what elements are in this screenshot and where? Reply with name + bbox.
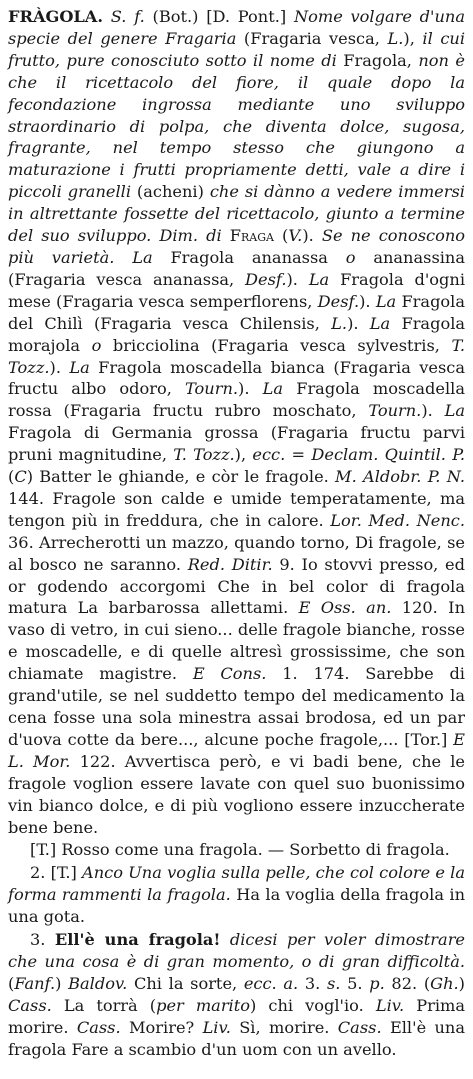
text-run: 3. bbox=[298, 973, 327, 993]
text-run bbox=[222, 226, 230, 245]
text-run: S. f. bbox=[110, 7, 145, 26]
text-run: ) Batter le ghiande, e còr le fragole. bbox=[26, 467, 336, 487]
text-run: Ell'è una fragola! bbox=[54, 930, 221, 950]
text-run: o bbox=[91, 335, 102, 355]
text-run: FRÀGOLA. bbox=[8, 7, 104, 26]
text-run: T. Tozz. bbox=[173, 445, 235, 465]
text-run: La bbox=[308, 269, 330, 289]
entry-paragraph-rosso bbox=[8, 839, 465, 861]
text-run: Fragola del Chilì (Fragaria vesca Chilensis, bbox=[8, 291, 466, 333]
text-run: Gh. bbox=[430, 973, 459, 993]
text-run: ) bbox=[458, 973, 465, 993]
text-run: 120. In vaso di vetro, in cui sieno... delle fragole bianche, rosse e moscadelle, e di quelle altresì grossissime, che son chiamate magistre. bbox=[8, 598, 465, 684]
text-run: Ell'è una fragola Fare a scambio d'un uom con un avello. bbox=[8, 1017, 465, 1059]
text-run: T. Tozz. bbox=[8, 335, 465, 377]
text-run: ( bbox=[273, 226, 289, 246]
text-run: Cass. bbox=[8, 995, 52, 1015]
text-run: Liv. bbox=[202, 1017, 231, 1037]
text-run: 5. bbox=[340, 973, 370, 993]
text-run: Tourn. bbox=[185, 379, 239, 399]
text-run: Chi la sorte, bbox=[127, 973, 244, 993]
text-run: Ha la voglia della fragola in una gota. bbox=[8, 885, 466, 927]
text-run: Nome volgare d'una specie del genere bbox=[8, 7, 465, 48]
text-run: Desf. bbox=[245, 269, 287, 289]
text-run: Morire? bbox=[120, 1017, 203, 1037]
text-run: [T.] Rosso come una fragola. — Sorbetto di fragola. bbox=[30, 840, 450, 860]
text-run: L. bbox=[331, 313, 348, 333]
text-run: ( bbox=[8, 467, 15, 487]
text-run: ). bbox=[302, 226, 322, 246]
text-run: Fragola di Germania grossa (Fragaria fructu parvi pruni magnitudine, bbox=[8, 423, 465, 465]
text-run: Anco Una voglia sulla pelle, che col colore e la forma rammenti la fragola. bbox=[8, 863, 465, 905]
text-run: La bbox=[369, 313, 391, 333]
text-run: ). bbox=[359, 291, 376, 311]
text-run: Fragola ananassa bbox=[152, 247, 346, 267]
text-run: Liv. bbox=[375, 995, 405, 1015]
text-run: 82. ( bbox=[384, 973, 431, 993]
text-run: 1. 174. Sarebbe di grand'utile, se nel suddetto tempo del medicamento la cena fosse una sola minestra assai brodosa, ed un par d'uova cotte da bere..., alcune poche fragole,... [Tor.] bbox=[8, 664, 465, 749]
text-run: La torrà ( bbox=[51, 995, 157, 1015]
text-run: Se ne conoscono più varietà. La bbox=[8, 226, 465, 267]
text-run bbox=[103, 7, 111, 26]
text-run: ) bbox=[55, 973, 69, 993]
text-run: p. bbox=[369, 973, 385, 993]
text-run: Fragaria bbox=[165, 28, 237, 48]
text-run: ). bbox=[49, 357, 70, 377]
entry-paragraph-sense-2 bbox=[8, 862, 465, 928]
text-run: che si dànno a vedere immersi in altrettante fossette del ricettacolo, giunto a termine del suo sviluppo. Dim. di bbox=[8, 182, 465, 246]
text-run: Fanf. bbox=[14, 973, 56, 993]
text-run: ), bbox=[403, 28, 423, 48]
text-run: 122. Avvertisca però, e vi badi bene, che le fragole voglion essere lavate con quel suo buonissimo vin bianco dolce, e di più vogliono essere inzuccherate bene bene. bbox=[8, 751, 465, 837]
text-run: Lor. Med. Nenc. bbox=[330, 510, 465, 530]
text-run: bricciolina (Fragaria vesca sylvestris, bbox=[101, 335, 452, 355]
entry-paragraph-sense-3 bbox=[8, 929, 465, 1060]
text-run: E Oss. an. bbox=[298, 598, 392, 618]
text-run: Cass. bbox=[337, 1017, 382, 1037]
text-run: (Fragaria vesca, bbox=[236, 28, 388, 48]
text-run: Sì, morire. bbox=[230, 1017, 338, 1037]
text-run: ). bbox=[238, 379, 263, 399]
text-run: Prima morire. bbox=[8, 995, 466, 1037]
text-run: (Bot.) [D. Pont.] bbox=[144, 7, 294, 26]
text-run: Fragola moscadella rossa (Fragaria fructu rubro moschato, bbox=[8, 379, 465, 421]
text-run: Red. Ditir. bbox=[187, 554, 273, 574]
text-run: Desf. bbox=[317, 291, 360, 311]
text-run: s. bbox=[326, 973, 341, 993]
text-run: ). bbox=[421, 401, 445, 421]
text-run: ananassina (Fragaria vesca ananassa, bbox=[8, 247, 466, 289]
text-run: (acheni) bbox=[131, 182, 210, 202]
text-run: o bbox=[345, 247, 356, 267]
text-run: ), bbox=[234, 445, 253, 465]
text-run: ). bbox=[347, 313, 370, 333]
entry-paragraph-main bbox=[8, 6, 465, 838]
text-run: La bbox=[375, 291, 397, 311]
text-run: La bbox=[262, 379, 284, 399]
text-run: Baldov. bbox=[68, 973, 128, 993]
text-run: ( bbox=[8, 973, 15, 993]
text-run: La bbox=[69, 357, 90, 377]
text-run: Fragola morajola bbox=[8, 313, 466, 355]
text-run: Fragola d'ogni mese (Fragaria vesca semperflorens, bbox=[8, 269, 466, 311]
text-run: M. Aldobr. P. N. bbox=[335, 467, 465, 487]
text-run: ) chi vogl'io. bbox=[250, 995, 376, 1015]
text-run: Fragola, bbox=[336, 50, 419, 70]
text-run: il cui frutto, pure conosciuto sotto il nome di bbox=[8, 28, 465, 70]
text-run: ). bbox=[286, 269, 309, 289]
text-run: La bbox=[444, 401, 465, 421]
text-run: 144. Fragole son calde e umide temperatamente, ma tengon più in freddura, che in calore. bbox=[8, 488, 465, 530]
text-run: V. bbox=[288, 226, 303, 246]
text-run: Tourn. bbox=[368, 401, 422, 421]
text-run: E L. Mor. bbox=[8, 729, 465, 771]
text-run: dicesi per voler dimostrare che una cosa è di gran momento, o di gran difficoltà. bbox=[8, 930, 466, 971]
text-run: 3. bbox=[30, 930, 55, 950]
text-run: 36. Arrecherotti un mazzo, quando torno, Di fragole, se al bosco ne saranno. bbox=[8, 532, 465, 574]
text-run: 9. Io stovvi presso, ed or godendo accorgomi Che in bel color di fragola matura La barbarossa allettami. bbox=[8, 554, 465, 618]
text-run: ecc. a. bbox=[243, 973, 299, 993]
text-run bbox=[220, 930, 229, 949]
text-run: ecc. = Declam. Quintil. P. bbox=[252, 445, 465, 465]
text-run: C bbox=[14, 467, 27, 487]
text-run: non è che il ricettacolo del fiore, il quale dopo la fecondazione ingrossa mediante uno sviluppo straordinario di polpa, che diventa dolce, sugosa, fragrante, nel tempo stesso che giungono a maturazione i frutti propriamente detti, vale a dire i piccoli granelli bbox=[8, 50, 465, 202]
text-run: 2. [T.] bbox=[30, 863, 83, 883]
text-run: Fraga bbox=[229, 226, 274, 246]
text-run: Fragola moscadella bianca (Fragaria vesca fructu albo odoro, bbox=[8, 357, 466, 399]
text-run: Cass. bbox=[76, 1017, 121, 1037]
text-run: per marito bbox=[156, 995, 250, 1015]
text-run: L. bbox=[387, 28, 404, 48]
text-run: E Cons. bbox=[192, 664, 267, 684]
